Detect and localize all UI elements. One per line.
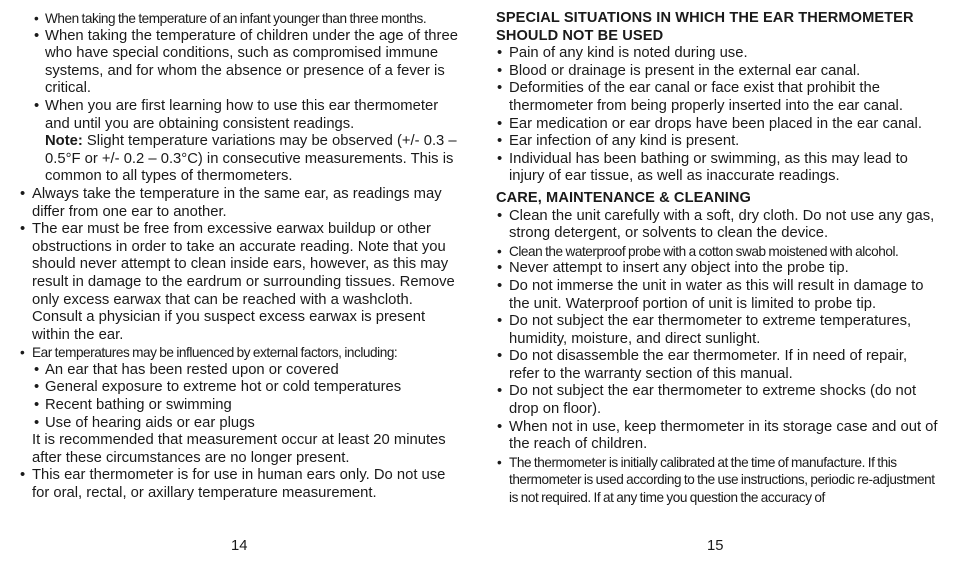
page-number: 14 [231,538,248,554]
list-item [18,10,463,28]
list-item-text: Individual has been bathing or swimming, as this may lead to injury of ear tissue, as well as inaccurate readings. [509,150,908,185]
note-label: Note: [45,133,83,150]
list-item-text: Use of hearing aids or ear plugs [45,414,255,431]
list-item-text: The ear must be free from excessive earwax buildup or other obstructions in order to take an accurate reading. Note that you should never attempt to clean inside ears, however, as this may result in damage to the eardrum or surrounding tissues. Remove only excess earwax that can be reached with a washcloth. Consult a physician if you suspect excess earwax is present within the ear. [32,221,455,343]
list-item-text: When you are first learning how to use this ear thermometer and until you are obtaining consistent readings. [45,97,439,132]
note-text: Slight temperature variations may be observed (+/- 0.3 – 0.5°F or +/- 0.2 – 0.3°C) in consecutive measurements. This is common to all types of thermometers. [45,133,457,185]
list-item-text: Clean the unit carefully with a soft, dry cloth. Do not use any gas, strong detergent, or solvents to clean the device. [509,207,935,242]
factors-note: It is recommended that measurement occur at least 20 minutes after these circumstances are no longer present. [32,432,446,466]
list-item [496,278,941,313]
special-situations-heading: SPECIAL SITUATIONS IN WHICH THE EAR THERMOMETER SHOULD NOT BE USED [496,10,914,44]
list-item-text: When not in use, keep thermometer in its storage case and out of the reach of children. [509,418,938,453]
list-item [18,28,463,98]
list-item [496,80,941,115]
list-item [496,243,941,261]
list-item-text: Do not disassemble the ear thermometer. If in need of repair, refer to the warranty section of this manual. [509,348,908,382]
special-situations-list [496,45,941,186]
list-item-text: Deformities of the ear canal or face exist that prohibit the thermometer from being properly inserted into the ear canal. [509,80,903,114]
list-item-text: Blood or drainage is present in the external ear canal. [509,62,861,79]
list-item-text: Do not subject the ear thermometer to extreme shocks (do not drop on floor). [509,383,917,418]
list-item-text: When taking the temperature of an infant younger than three months. [45,11,427,26]
list-item-text: The thermometer is initially calibrated at the time of manufacture. If this thermometer is used according to the use instructions, periodic re-adjustment is not required. If at any time you question the accuracy of [509,454,935,506]
list-item [496,260,941,278]
list-item-text: Recent bathing or swimming [45,397,232,414]
human-use-list [18,467,463,502]
care-maintenance-heading: CARE, MAINTENANCE & CLEANING [496,189,751,206]
list-item [496,313,941,348]
list-item [18,415,463,433]
page-number: 15 [707,538,724,554]
list-item [18,186,463,221]
list-item [18,467,463,502]
list-item [496,116,941,134]
list-item [496,348,941,383]
right-page-content [496,10,941,507]
list-item-text: Always take the temperature in the same ear, as readings may differ from one ear to another. [32,185,442,220]
list-item [18,379,463,397]
list-item [18,221,463,344]
list-item-text: Ear medication or ear drops have been placed in the ear canal. [509,115,922,132]
left-page-content [18,10,463,503]
list-item [18,344,463,362]
measurement-tips-list [18,186,463,362]
list-item [496,419,941,454]
list-item [18,362,463,380]
usage-caution-list [18,10,463,186]
external-factors-list [18,362,463,432]
list-item [496,63,941,81]
list-item-text: Ear infection of any kind is present. [509,133,740,150]
list-item [496,151,941,186]
list-item-text: This ear thermometer is for use in human ears only. Do not use for oral, rectal, or axillary temperature measurement. [32,467,446,502]
care-maintenance-list [496,208,941,507]
list-item-text: Never attempt to insert any object into the probe tip. [509,260,849,277]
list-item-text: An ear that has been rested upon or covered [45,361,339,378]
list-item-text: When taking the temperature of children under the age of three who have special conditions, such as compromised immune systems, and for whom the absence or presence of a fever is critical. [45,27,458,97]
list-item [18,98,463,186]
list-item [496,454,941,507]
list-item [496,133,941,151]
list-item [496,383,941,418]
list-item-text: Ear temperatures may be influenced by external factors, including: [32,345,398,361]
list-item [496,208,941,243]
list-item-text: Do not subject the ear thermometer to extreme temperatures, humidity, moisture, and direct sunlight. [509,313,912,347]
list-item-text: Pain of any kind is noted during use. [509,45,748,62]
list-item-text: General exposure to extreme hot or cold temperatures [45,379,402,396]
list-item [496,45,941,63]
list-item [18,397,463,415]
right-page [477,0,954,563]
list-item-text: Do not immerse the unit in water as this will result in damage to the unit. Waterproof portion of unit is limited to probe tip. [509,277,924,312]
list-item-text: Clean the waterproof probe with a cotton swab moistened with alcohol. [509,243,899,259]
